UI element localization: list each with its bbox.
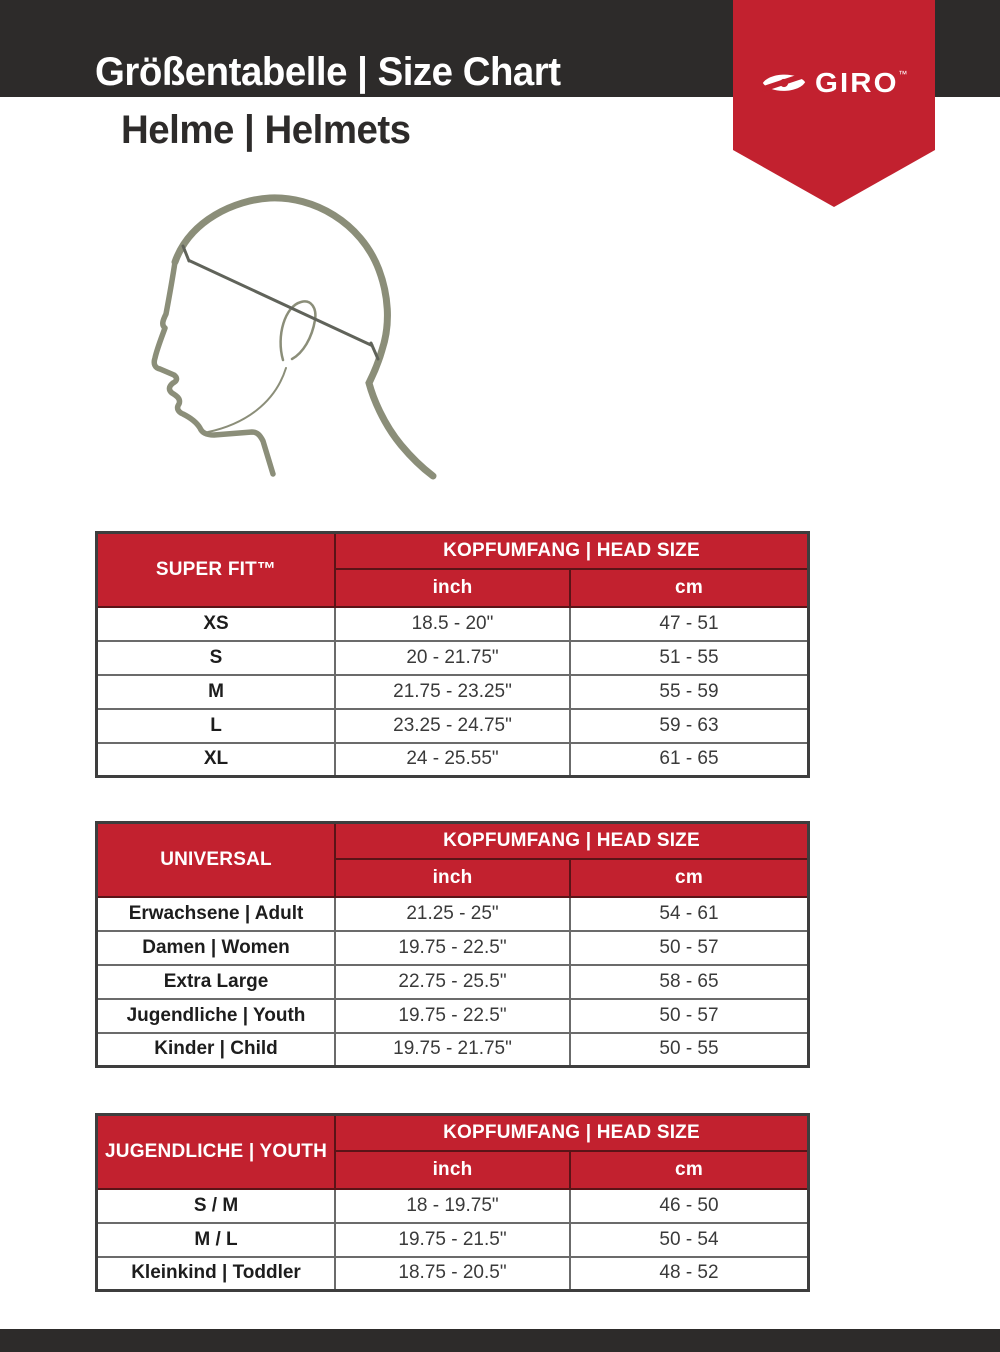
- size-table-universal: [95, 821, 810, 1068]
- inch-cell: 21.25 - 25": [335, 897, 570, 931]
- table-header-row: [97, 533, 809, 569]
- inch-cell: 18 - 19.75": [335, 1189, 570, 1223]
- size-cell: M / L: [97, 1223, 336, 1257]
- inch-cell: 18.75 - 20.5": [335, 1257, 570, 1291]
- footer-bar: [0, 1329, 1000, 1352]
- inch-cell: 23.25 - 24.75": [335, 709, 570, 743]
- head-measurement-icon: [95, 192, 440, 492]
- cm-cell: 51 - 55: [570, 641, 809, 675]
- cm-column-header: cm: [570, 569, 809, 607]
- table-header-row: [97, 823, 809, 859]
- cm-cell: 50 - 57: [570, 931, 809, 965]
- cm-column-header: cm: [570, 859, 809, 897]
- table-row: [97, 965, 809, 999]
- head-profile-illustration: [95, 192, 440, 492]
- inch-column-header: inch: [335, 859, 570, 897]
- size-cell: S: [97, 641, 336, 675]
- inch-cell: 19.75 - 22.5": [335, 931, 570, 965]
- size-cell: Erwachsene | Adult: [97, 897, 336, 931]
- size-cell: Kinder | Child: [97, 1033, 336, 1067]
- inch-cell: 20 - 21.75": [335, 641, 570, 675]
- cm-cell: 48 - 52: [570, 1257, 809, 1291]
- size-cell: M: [97, 675, 336, 709]
- table-row: [97, 675, 809, 709]
- inch-column-header: inch: [335, 1151, 570, 1189]
- table-category-label: JUGENDLICHE | YOUTH: [97, 1115, 336, 1189]
- table-row: [97, 641, 809, 675]
- giro-eye-icon: [761, 68, 807, 98]
- size-cell: XS: [97, 607, 336, 641]
- cm-column-header: cm: [570, 1151, 809, 1189]
- size-table-superfit: [95, 531, 810, 778]
- size-cell: Extra Large: [97, 965, 336, 999]
- table-row: [97, 1223, 809, 1257]
- inch-cell: 18.5 - 20": [335, 607, 570, 641]
- inch-cell: 21.75 - 23.25": [335, 675, 570, 709]
- table-row: [97, 709, 809, 743]
- cm-cell: 55 - 59: [570, 675, 809, 709]
- brand-wordmark: GIRO: [814, 67, 899, 98]
- table-row: [97, 897, 809, 931]
- table-row: [97, 999, 809, 1033]
- page-subtitle: Helme | Helmets: [121, 108, 411, 152]
- cm-cell: 50 - 57: [570, 999, 809, 1033]
- cm-cell: 54 - 61: [570, 897, 809, 931]
- table-row: [97, 607, 809, 641]
- cm-cell: 61 - 65: [570, 743, 809, 777]
- table-row: [97, 1257, 809, 1291]
- brand-logo: [733, 68, 935, 98]
- page-title: Größentabelle | Size Chart: [95, 50, 561, 94]
- table-category-label: UNIVERSAL: [97, 823, 336, 897]
- size-cell: Jugendliche | Youth: [97, 999, 336, 1033]
- size-cell: XL: [97, 743, 336, 777]
- trademark-symbol: ™: [898, 69, 908, 79]
- table-row: [97, 1033, 809, 1067]
- head-size-header: KOPFUMFANG | HEAD SIZE: [335, 823, 808, 859]
- size-cell: Kleinkind | Toddler: [97, 1257, 336, 1291]
- head-size-header: KOPFUMFANG | HEAD SIZE: [335, 533, 808, 569]
- size-cell: S / M: [97, 1189, 336, 1223]
- cm-cell: 50 - 54: [570, 1223, 809, 1257]
- size-cell: Damen | Women: [97, 931, 336, 965]
- cm-cell: 59 - 63: [570, 709, 809, 743]
- cm-cell: 46 - 50: [570, 1189, 809, 1223]
- table-row: [97, 743, 809, 777]
- cm-cell: 50 - 55: [570, 1033, 809, 1067]
- head-size-header: KOPFUMFANG | HEAD SIZE: [335, 1115, 808, 1151]
- inch-cell: 22.75 - 25.5": [335, 965, 570, 999]
- size-cell: L: [97, 709, 336, 743]
- inch-column-header: inch: [335, 569, 570, 607]
- inch-cell: 19.75 - 22.5": [335, 999, 570, 1033]
- size-table-youth: [95, 1113, 810, 1292]
- inch-cell: 19.75 - 21.5": [335, 1223, 570, 1257]
- cm-cell: 58 - 65: [570, 965, 809, 999]
- table-category-label: SUPER FIT™: [97, 533, 336, 607]
- brand-ribbon: [733, 0, 935, 210]
- inch-cell: 19.75 - 21.75": [335, 1033, 570, 1067]
- inch-cell: 24 - 25.55": [335, 743, 570, 777]
- table-header-row: [97, 1115, 809, 1151]
- ribbon-shape: [733, 0, 935, 210]
- table-row: [97, 931, 809, 965]
- table-row: [97, 1189, 809, 1223]
- cm-cell: 47 - 51: [570, 607, 809, 641]
